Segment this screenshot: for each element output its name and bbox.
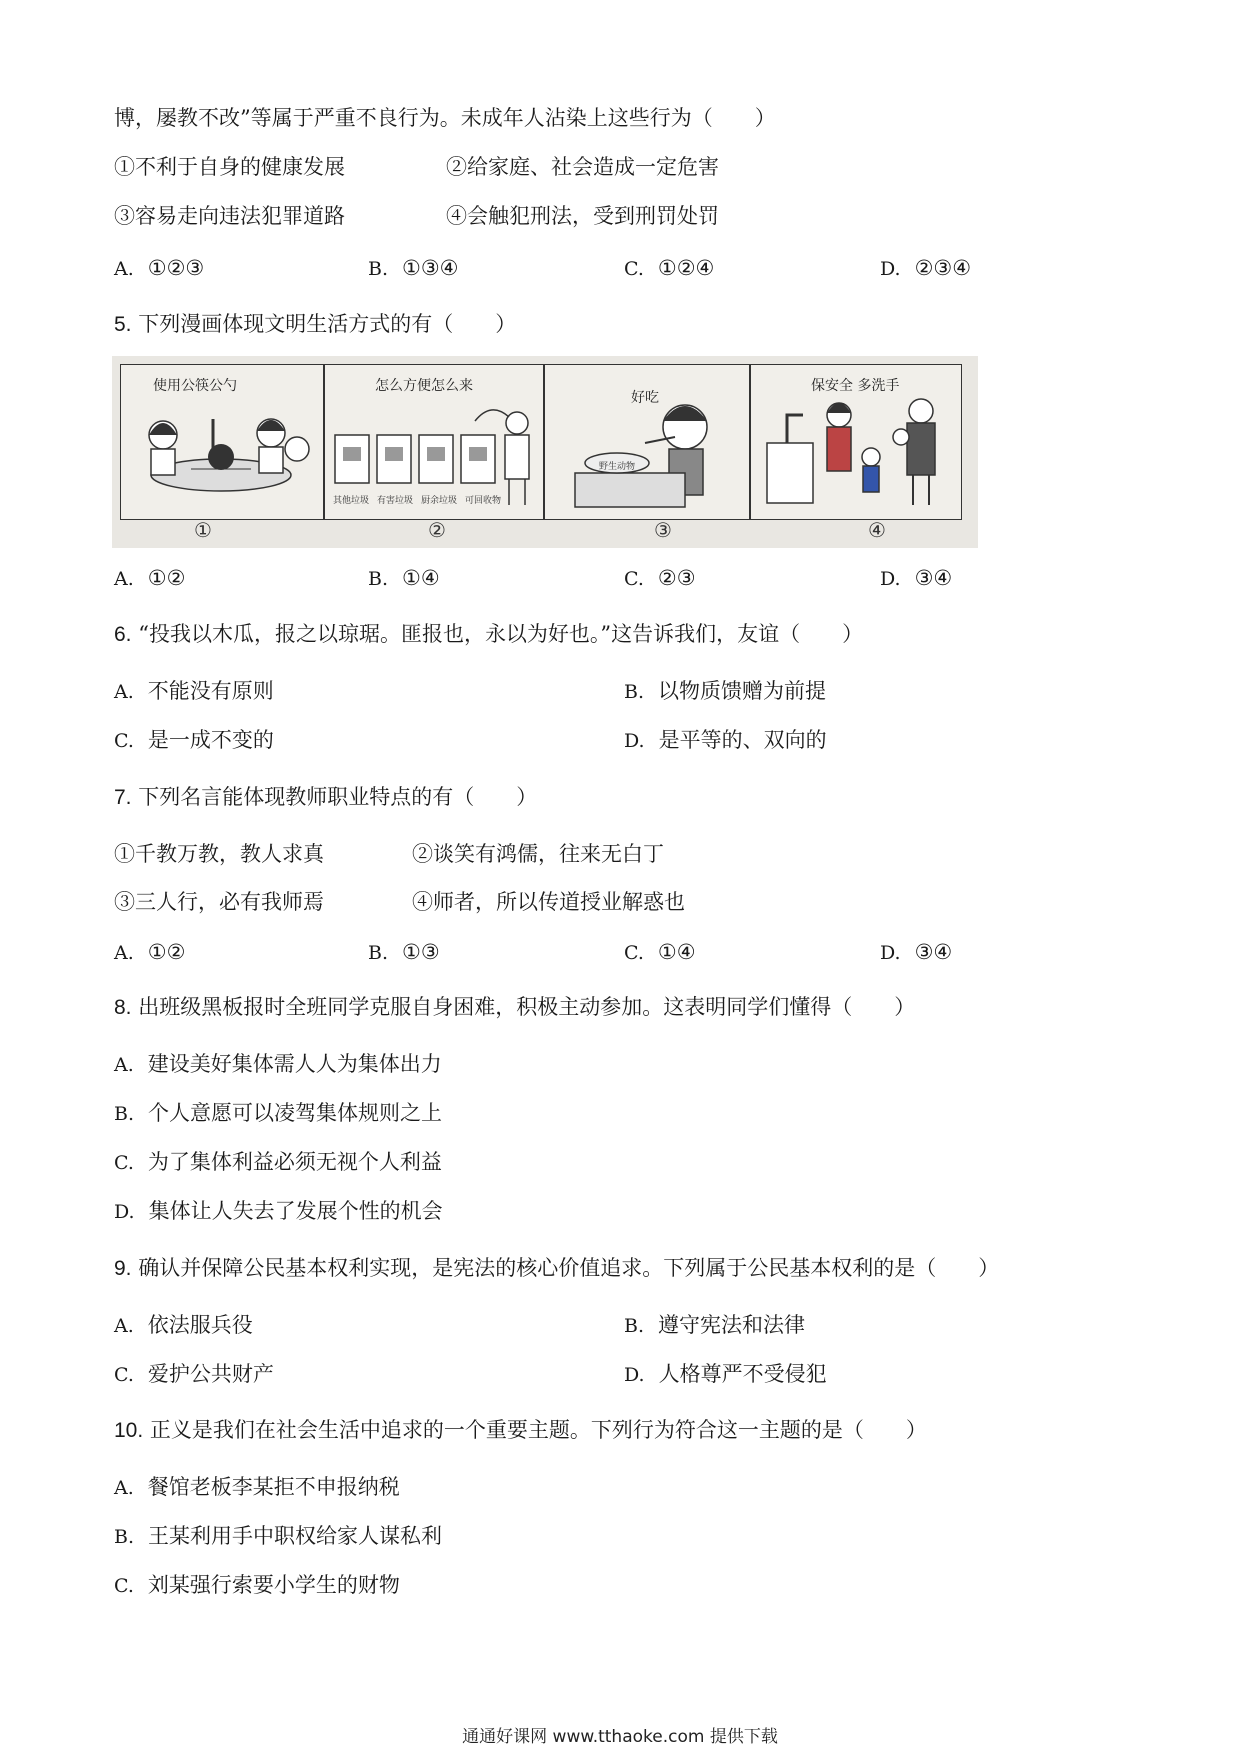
q8-option-a-text: 建设美好集体需人人为集体出力 xyxy=(147,1052,442,1076)
q6-option-c xyxy=(114,726,274,755)
q6-option-c-text: 是一成不变的 xyxy=(147,728,274,752)
cartoon-panel-3-number: ③ xyxy=(654,518,672,542)
q10-option-c-label: C. xyxy=(114,1575,134,1597)
q8-question xyxy=(114,993,915,1022)
q6-option-b-text: 以物质馈赠为前提 xyxy=(658,679,827,703)
q4-option-a-text: ①②③ xyxy=(147,256,205,280)
q9-option-b xyxy=(624,1311,805,1340)
q7-question xyxy=(114,783,537,812)
q9-option-d-text: 人格尊严不受侵犯 xyxy=(658,1362,827,1386)
q10-stem: 正义是我们在社会生活中追求的一个重要主题。下列行为符合这一主题的是（ ） xyxy=(149,1418,927,1442)
bin-label-recyclable: 可回收物 xyxy=(465,496,502,506)
q8-option-b xyxy=(114,1099,442,1128)
q4-option-d xyxy=(880,254,971,283)
q7-statement-1: ①千教万教，教人求真 xyxy=(114,842,324,866)
q5-option-b xyxy=(368,564,440,593)
q7-option-a-label: A. xyxy=(114,942,134,964)
q6-option-a-label: A. xyxy=(114,681,134,703)
q9-option-c xyxy=(114,1360,274,1389)
q9-option-d-label: D. xyxy=(624,1364,645,1386)
q4-statement-2: ②给家庭、社会造成一定危害 xyxy=(446,155,719,179)
q5-question xyxy=(114,310,516,339)
q7-option-d-text: ③④ xyxy=(914,940,953,964)
q7-option-b-label: B. xyxy=(368,942,389,964)
q4-statement-1: ①不利于自身的健康发展 xyxy=(114,155,345,179)
q8-option-b-label: B. xyxy=(114,1103,135,1125)
q7-option-c-text: ①④ xyxy=(657,940,696,964)
q5-cartoon-strip xyxy=(112,356,978,548)
q9-stem: 确认并保障公民基本权利实现，是宪法的核心价值追求。下列属于公民基本权利的是（ ） xyxy=(138,1256,1000,1280)
cartoon-panel-2-title: 怎么方便怎么来 xyxy=(375,378,473,394)
q7-statement-2: ②谈笑有鸿儒，往来无白丁 xyxy=(412,842,664,866)
q5-option-a xyxy=(114,564,185,593)
q4-option-a xyxy=(114,254,204,283)
q4-stem-tail: 博，屡教不改”等属于严重不良行为。未成年人沾染上这些行为（ ） xyxy=(114,106,776,130)
q9-option-c-text: 爱护公共财产 xyxy=(147,1362,274,1386)
cartoon-panel-3-title: 好吃 xyxy=(631,390,659,406)
q4-option-b xyxy=(368,254,459,283)
q7-option-d-label: D. xyxy=(880,942,901,964)
q4-option-d-label: D. xyxy=(880,258,901,280)
bin-label-hazardous: 有害垃圾 xyxy=(377,496,414,506)
bin-label-other: 其他垃圾 xyxy=(333,496,370,506)
q9-option-c-label: C. xyxy=(114,1364,134,1386)
q5-stem: 下列漫画体现文明生活方式的有（ ） xyxy=(138,312,517,336)
q10-option-b-label: B. xyxy=(114,1526,135,1548)
q8-option-c xyxy=(114,1148,442,1177)
q5-option-a-text: ①② xyxy=(147,566,186,590)
q5-number: 5. xyxy=(114,313,132,336)
q10-option-a-label: A. xyxy=(114,1477,134,1499)
q6-option-d xyxy=(624,726,827,755)
q7-option-b xyxy=(368,938,440,967)
q9-option-a-label: A. xyxy=(114,1315,134,1337)
q8-option-a xyxy=(114,1050,442,1079)
q7-option-c xyxy=(624,938,696,967)
q10-number: 10. xyxy=(114,1419,144,1442)
q4-option-a-label: A. xyxy=(114,258,134,280)
plate-label: 野生动物 xyxy=(599,462,636,472)
q5-option-b-label: B. xyxy=(368,568,389,590)
q6-option-d-label: D. xyxy=(624,730,645,752)
q6-option-a-text: 不能没有原则 xyxy=(147,679,274,703)
cartoon-panel-4-number: ④ xyxy=(868,518,886,542)
q4-option-c xyxy=(624,254,714,283)
q10-option-c xyxy=(114,1571,400,1600)
q8-number: 8. xyxy=(114,996,132,1019)
q5-option-c-text: ②③ xyxy=(657,566,696,590)
q6-stem: “投我以木瓜，报之以琼琚。匪报也，永以为好也。”这告诉我们，友谊（ ） xyxy=(138,622,864,646)
q4-option-d-text: ②③④ xyxy=(914,256,972,280)
q10-option-b-text: 王某利用手中职权给家人谋私利 xyxy=(148,1524,443,1548)
q6-option-d-text: 是平等的、双向的 xyxy=(658,728,827,752)
q4-option-c-text: ①②④ xyxy=(657,256,715,280)
cartoon-panel-1 xyxy=(120,364,324,520)
q9-option-b-text: 遵守宪法和法律 xyxy=(658,1313,806,1337)
cartoon-panel-4 xyxy=(750,364,962,520)
q6-option-a xyxy=(114,677,274,706)
cartoon-panel-4-title: 保安全 多洗手 xyxy=(811,378,900,394)
q8-option-b-text: 个人意愿可以凌驾集体规则之上 xyxy=(148,1101,443,1125)
cartoon-panel-1-number: ① xyxy=(194,518,212,542)
q6-option-c-label: C. xyxy=(114,730,134,752)
q5-option-c xyxy=(624,564,696,593)
wild-animal-eating-drawing xyxy=(545,365,749,515)
q4-statement-3: ③容易走向违法犯罪道路 xyxy=(114,204,345,228)
q10-option-a xyxy=(114,1473,400,1502)
q5-option-d-label: D. xyxy=(880,568,901,590)
cartoon-panel-2 xyxy=(324,364,544,520)
q7-statement-3: ③三人行，必有我师焉 xyxy=(114,890,324,914)
q5-option-d-text: ③④ xyxy=(914,566,953,590)
q7-option-c-label: C. xyxy=(624,942,644,964)
q5-option-b-text: ①④ xyxy=(402,566,440,590)
hand-washing-drawing xyxy=(751,365,961,515)
q5-option-c-label: C. xyxy=(624,568,644,590)
q5-option-d xyxy=(880,564,952,593)
q8-option-d-label: D. xyxy=(114,1201,135,1223)
q4-option-b-text: ①③④ xyxy=(402,256,459,280)
q7-stem: 下列名言能体现教师职业特点的有（ ） xyxy=(138,785,538,809)
shared-chopsticks-drawing xyxy=(121,365,321,515)
q7-option-a-text: ①② xyxy=(147,940,186,964)
q10-option-b xyxy=(114,1522,442,1551)
q4-option-b-label: B. xyxy=(368,258,389,280)
q8-option-d-text: 集体让人失去了发展个性的机会 xyxy=(148,1199,443,1223)
q9-option-d xyxy=(624,1360,827,1389)
q8-option-d xyxy=(114,1197,443,1226)
cartoon-panel-2-number: ② xyxy=(428,518,446,542)
q10-option-c-text: 刘某强行索要小学生的财物 xyxy=(147,1573,400,1597)
cartoon-panel-1-title: 使用公筷公勺 xyxy=(153,378,237,394)
q9-question xyxy=(114,1254,999,1283)
q8-option-c-label: C. xyxy=(114,1152,134,1174)
q8-option-c-text: 为了集体利益必须无视个人利益 xyxy=(147,1150,442,1174)
q4-statement-4: ④会触犯刑法，受到刑罚处罚 xyxy=(446,204,719,228)
q6-option-b-label: B. xyxy=(624,681,645,703)
q9-option-a xyxy=(114,1311,253,1340)
q7-option-b-text: ①③ xyxy=(402,940,440,964)
page-footer: 通通好课网 www.tthaoke.com 提供下载 xyxy=(462,1727,778,1747)
q8-option-a-label: A. xyxy=(114,1054,134,1076)
q6-option-b xyxy=(624,677,826,706)
q10-question xyxy=(114,1416,927,1445)
bin-label-kitchen: 厨余垃圾 xyxy=(421,496,458,506)
cartoon-panel-3 xyxy=(544,364,750,520)
q4-option-c-label: C. xyxy=(624,258,644,280)
q7-option-d xyxy=(880,938,952,967)
q9-option-b-label: B. xyxy=(624,1315,645,1337)
q6-question xyxy=(114,620,863,649)
q5-option-a-label: A. xyxy=(114,568,134,590)
q7-number: 7. xyxy=(114,786,132,809)
q7-option-a xyxy=(114,938,185,967)
q9-option-a-text: 依法服兵役 xyxy=(147,1313,253,1337)
q10-option-a-text: 餐馆老板李某拒不申报纳税 xyxy=(147,1475,400,1499)
q8-stem: 出班级黑板报时全班同学克服自身困难，积极主动参加。这表明同学们懂得（ ） xyxy=(138,995,916,1019)
q7-statement-4: ④师者，所以传道授业解惑也 xyxy=(412,890,685,914)
q9-number: 9. xyxy=(114,1257,132,1280)
q6-number: 6. xyxy=(114,623,132,646)
